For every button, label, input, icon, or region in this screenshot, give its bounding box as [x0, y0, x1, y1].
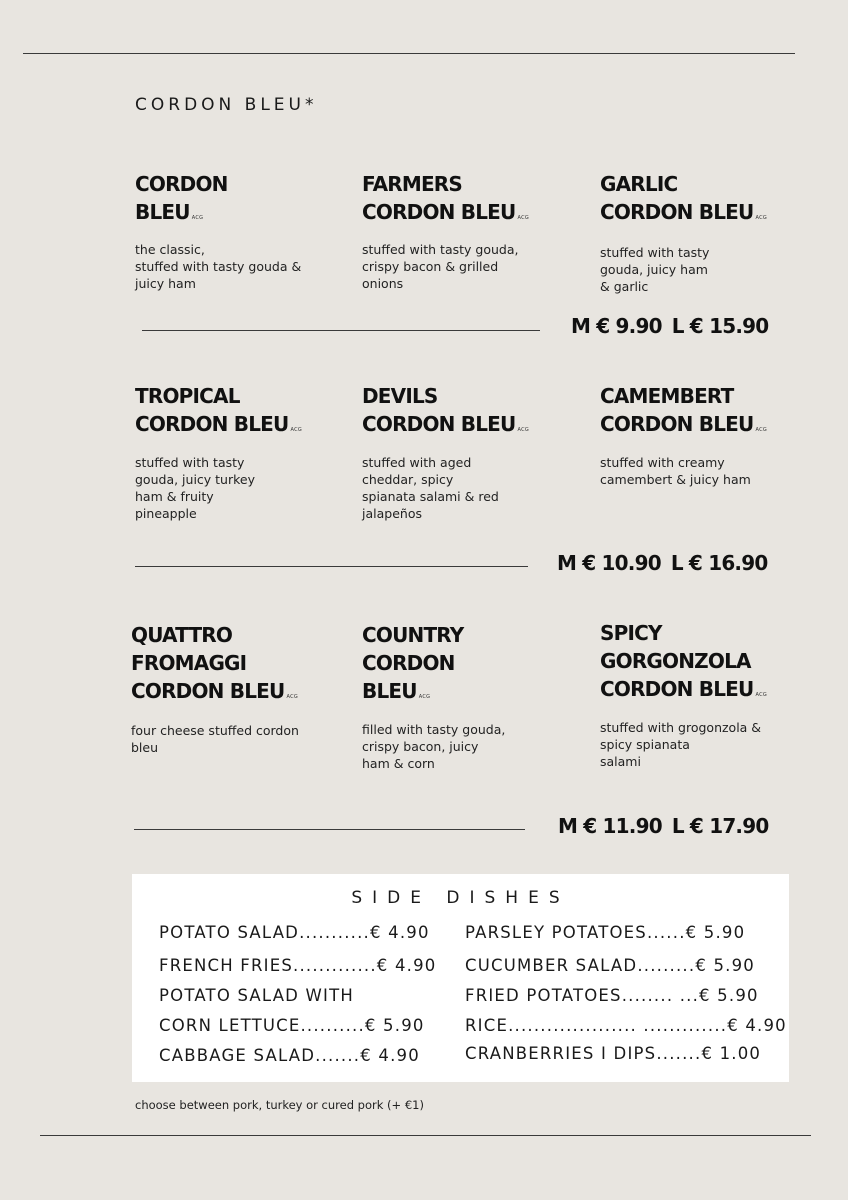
item-description: stuffed with aged cheddar, spicy spianata salami & red jalapeños — [362, 455, 499, 521]
price-divider — [142, 330, 540, 331]
price-divider — [134, 829, 525, 830]
price-row-1 — [571, 314, 768, 338]
side-dishes-panel — [132, 874, 789, 1082]
allergen-tag: ACG — [755, 692, 768, 698]
side-dish-item: PARSLEY POTATOES......€ 5.90 — [465, 923, 746, 942]
price-medium: M € 9.90 — [571, 314, 662, 338]
item-description: four cheese stuffed cordon bleu — [131, 723, 299, 755]
footnote: choose between pork, turkey or cured pork (+ €1) — [135, 1098, 424, 1112]
item-name: CORDON BLEU — [135, 172, 228, 224]
side-dish-item: CORN LETTUCE..........€ 5.90 — [159, 1016, 425, 1035]
price-large: L € 17.90 — [671, 814, 769, 838]
item-name: QUATTRO FROMAGGI CORDON BLEU — [131, 623, 285, 703]
menu-item-garlic — [600, 170, 800, 295]
price-divider — [135, 566, 528, 567]
menu-item-devils — [362, 382, 562, 522]
menu-item-cordon-bleu — [135, 170, 335, 292]
menu-item-country — [362, 621, 562, 772]
item-name: TROPICAL CORDON BLEU — [135, 384, 289, 436]
allergen-tag: ACG — [755, 427, 768, 433]
side-dish-item: POTATO SALAD WITH — [159, 986, 354, 1005]
allergen-tag: ACG — [517, 427, 530, 433]
item-description: stuffed with tasty gouda, juicy turkey ham & fruity pineapple — [135, 455, 256, 521]
item-description: stuffed with tasty gouda, crispy bacon & grilled onions — [362, 242, 519, 291]
menu-item-tropical — [135, 382, 335, 522]
allergen-tag: ACG — [517, 215, 530, 221]
side-dish-item: CUCUMBER SALAD.........€ 5.90 — [465, 956, 756, 975]
side-dish-item: POTATO SALAD...........€ 4.90 — [159, 923, 430, 942]
side-dishes-title: SIDE DISHES — [351, 888, 570, 908]
menu-item-spicy-gorgonzola — [600, 619, 800, 770]
allergen-tag: ACG — [286, 694, 299, 700]
item-description: filled with tasty gouda, crispy bacon, juicy ham & corn — [362, 722, 506, 771]
top-divider — [23, 53, 795, 54]
allergen-tag: ACG — [418, 694, 431, 700]
item-description: stuffed with grogonzola & spicy spianata salami — [600, 720, 762, 769]
side-dish-item: FRIED POTATOES........ ...€ 5.90 — [465, 986, 759, 1005]
side-dish-item: CABBAGE SALAD.......€ 4.90 — [159, 1046, 420, 1065]
price-large: L € 15.90 — [671, 314, 769, 338]
section-title: CORDON BLEU* — [135, 95, 318, 115]
bottom-divider — [40, 1135, 811, 1136]
item-name: CAMEMBERT CORDON BLEU — [600, 384, 754, 436]
price-large: L € 16.90 — [670, 551, 768, 575]
menu-item-quattro-fromaggi — [131, 621, 331, 756]
item-name: SPICY GORGONZOLA CORDON BLEU — [600, 621, 754, 701]
item-description: stuffed with creamy camembert & juicy ham — [600, 455, 751, 487]
price-medium: M € 10.90 — [557, 551, 661, 575]
price-row-3 — [558, 814, 768, 838]
allergen-tag: ACG — [290, 427, 303, 433]
item-name: DEVILS CORDON BLEU — [362, 384, 516, 436]
price-medium: M € 11.90 — [558, 814, 662, 838]
item-name: GARLIC CORDON BLEU — [600, 172, 754, 224]
allergen-tag: ACG — [191, 215, 204, 221]
side-dish-item: CRANBERRIES I DIPS.......€ 1.00 — [465, 1044, 762, 1063]
menu-item-farmers — [362, 170, 562, 292]
item-description: stuffed with tasty gouda, juicy ham & garlic — [600, 245, 710, 294]
item-name: COUNTRY CORDON BLEU — [362, 623, 464, 703]
side-dish-item: RICE.................... .............€ 4.90 — [465, 1016, 787, 1035]
menu-item-camembert — [600, 382, 800, 488]
price-row-2 — [557, 551, 767, 575]
side-dish-item: FRENCH FRIES.............€ 4.90 — [159, 956, 437, 975]
allergen-tag: ACG — [755, 215, 768, 221]
item-name: FARMERS CORDON BLEU — [362, 172, 516, 224]
item-description: the classic, stuffed with tasty gouda & juicy ham — [135, 242, 302, 291]
